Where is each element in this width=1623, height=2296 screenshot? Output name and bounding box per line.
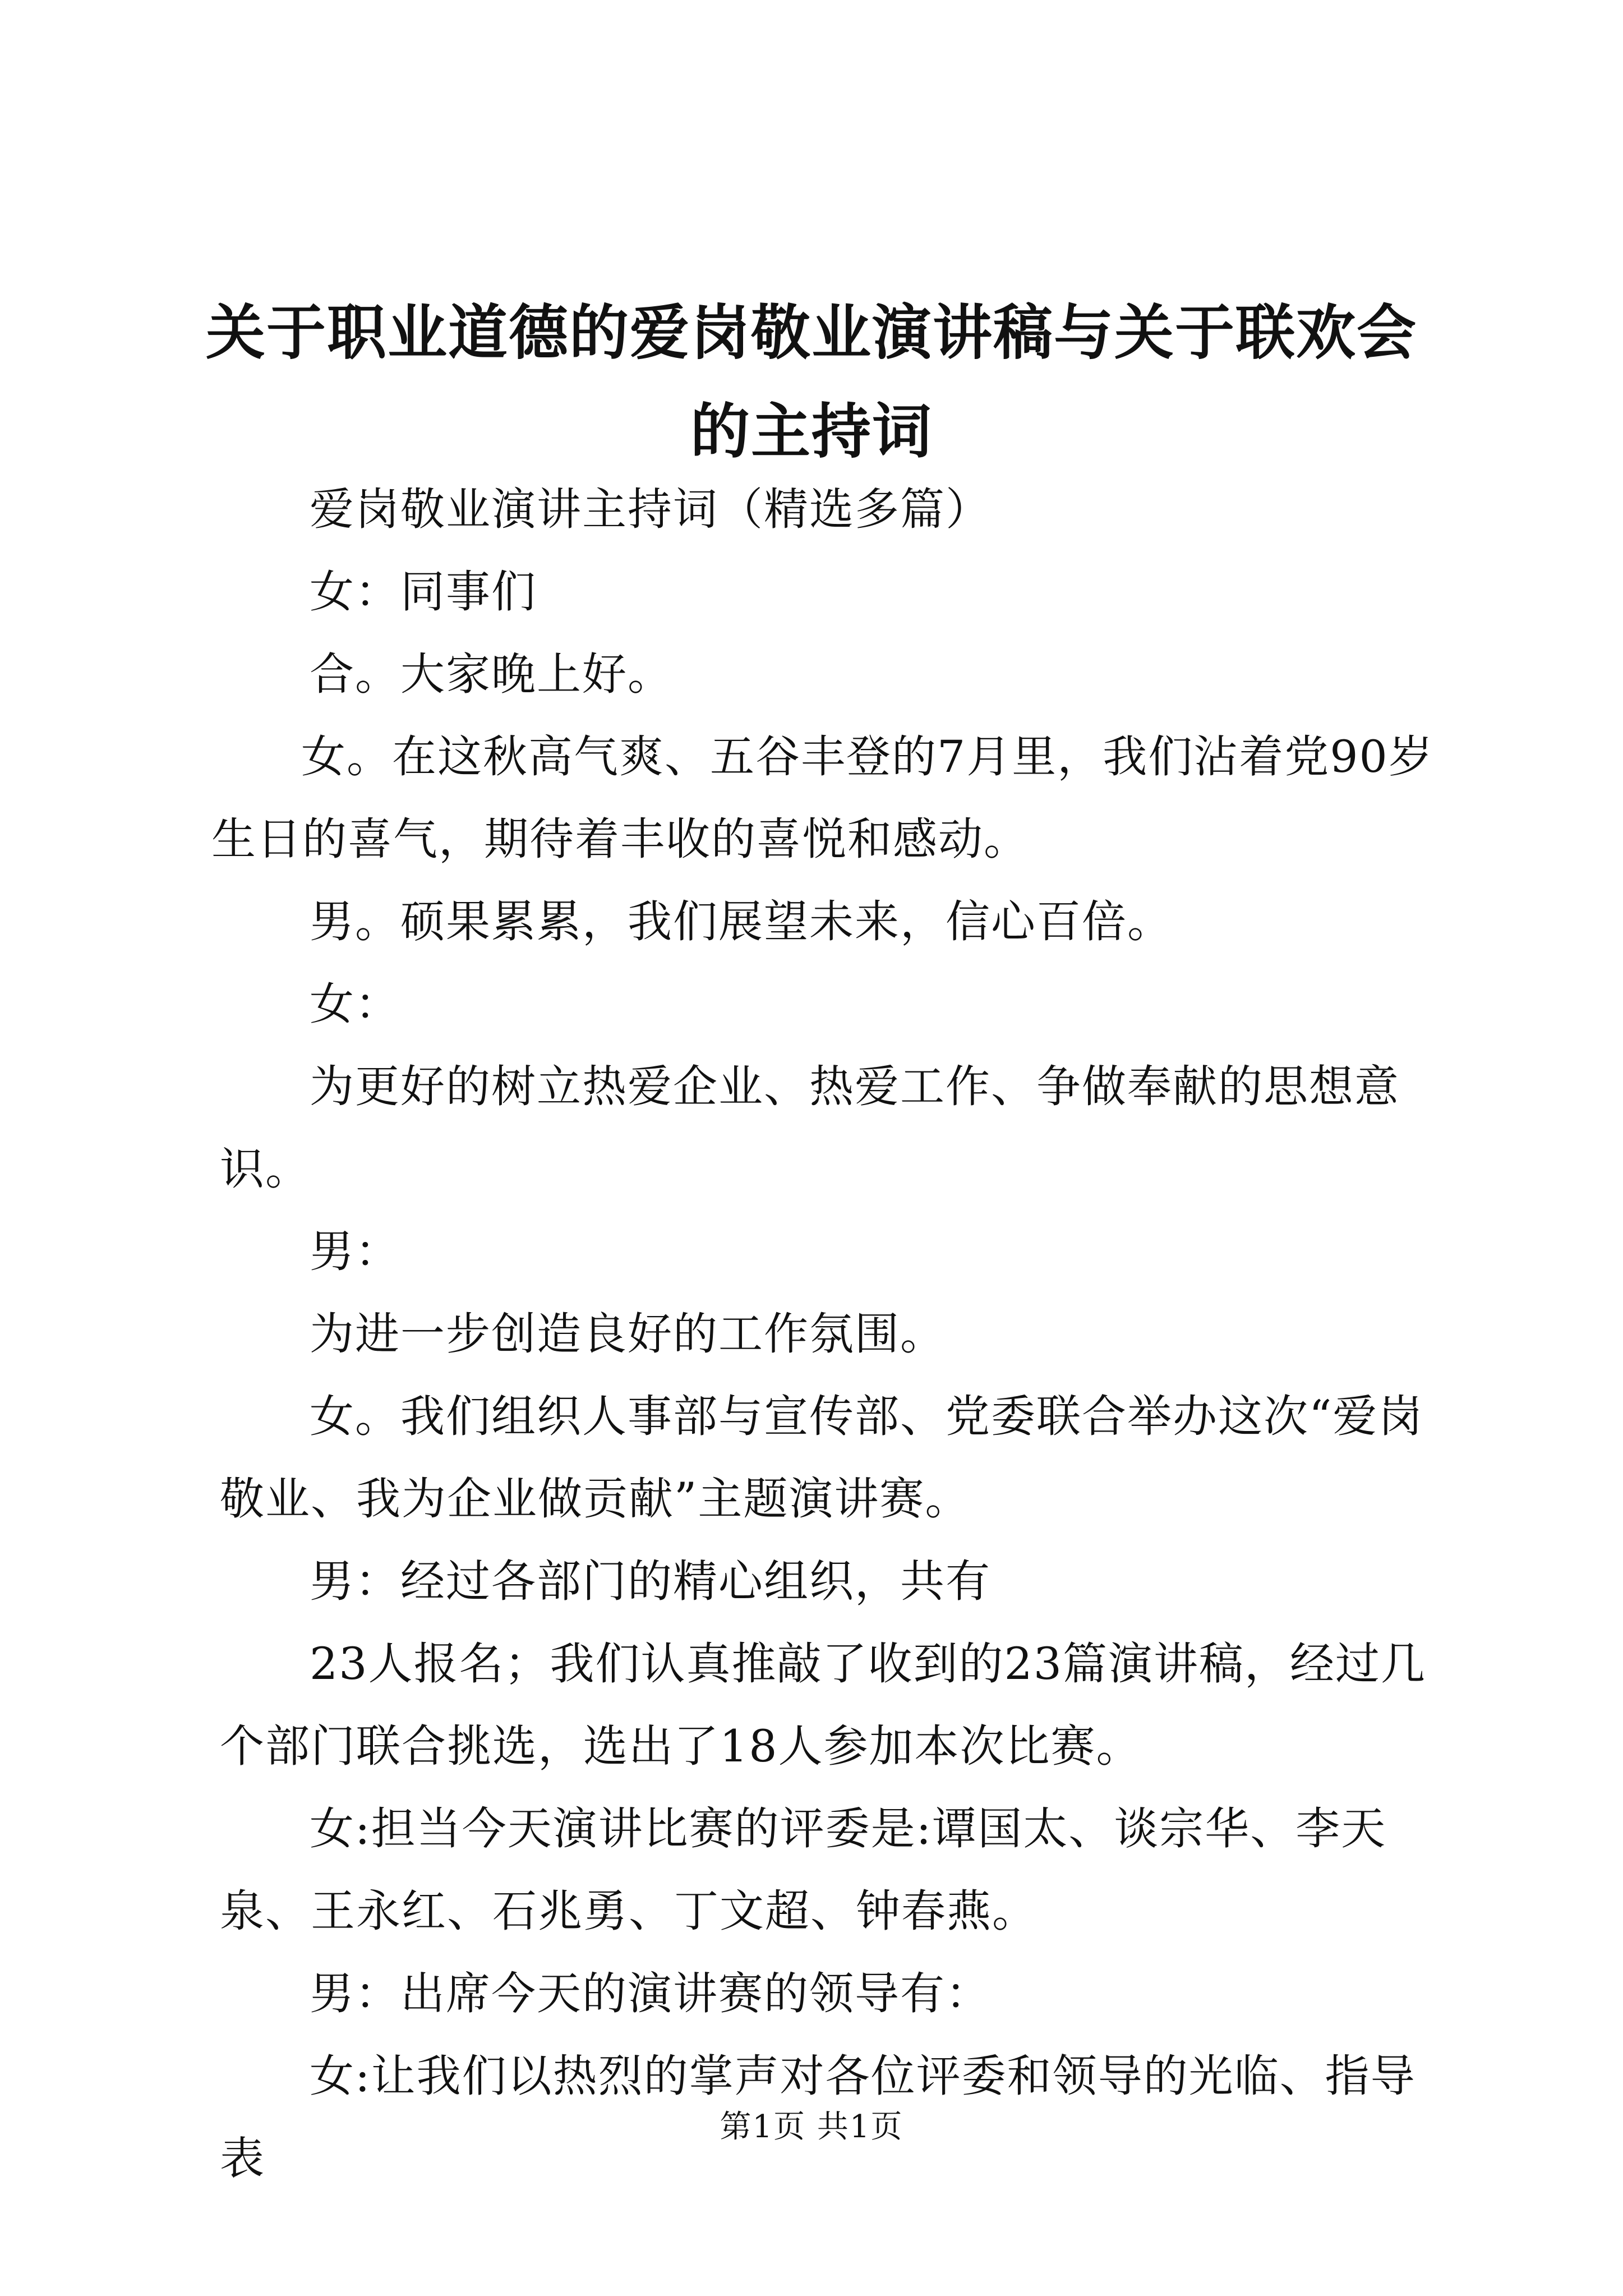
paragraph: 女。我们组织人事部与宣传部、党委联合举办这次“爱岗敬业、我为企业做贡献”主题演讲赛。 <box>220 1391 1424 1525</box>
paragraph: 女。在这秋高气爽、五谷丰登的7月里，我们沾着党90岁生日的喜气，期待着丰收的喜悦和感动。 <box>211 731 1434 865</box>
paragraph: 男。硕果累累，我们展望未来，信心百倍。 <box>310 896 1173 947</box>
paragraph: 23人报名；我们认真推敲了收到的23篇演讲稿，经过几个部门联合挑选，选出了18人参加本次比赛。 <box>220 1638 1427 1772</box>
paragraph: 男：出席今天的演讲赛的领导有： <box>310 1968 991 2019</box>
paragraph: 爱岗敬业演讲主持词（精选多篇） <box>310 484 991 535</box>
paragraph: 女： <box>310 978 400 1030</box>
paragraph: 女:担当今天演讲比赛的评委是:谭国太、谈宗华、李天泉、王永红、石兆勇、丁文超、钟春燕。 <box>220 1803 1387 1937</box>
paragraph: 男： <box>310 1226 400 1277</box>
title-line-2: 的主持词 <box>690 396 933 466</box>
paragraph: 合。大家晚上好。 <box>310 648 673 700</box>
document-body <box>211 468 1454 2200</box>
paragraph: 男：经过各部门的精心组织，共有 <box>310 1556 991 1607</box>
paragraph: 为进一步创造良好的工作氛围。 <box>310 1308 946 1360</box>
paragraph: 女:让我们以热烈的掌声对各位评委和领导的光临、指导表 <box>220 2050 1416 2184</box>
page-footer: 第1页 共1页 <box>720 2109 903 2145</box>
document-title <box>202 283 1421 481</box>
title-line-1: 关于职业道德的爱岗敬业演讲稿与关于联欢会 <box>206 297 1417 367</box>
paragraph: 女：同事们 <box>310 566 537 618</box>
paragraph: 为更好的树立热爱企业、热爱工作、争做奉献的思想意识。 <box>220 1061 1400 1195</box>
